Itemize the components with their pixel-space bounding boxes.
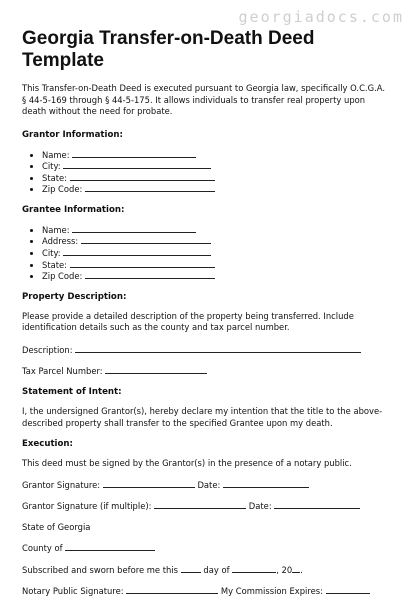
- intro-paragraph: This Transfer-on-Death Deed is executed pursuant to Georgia law, specifically O.C.G.A. § 44-5-169 through § 44-5-175. It allows individuals to transfer real property upon death without the need for probate.: [22, 83, 385, 116]
- grantor-city-field[interactable]: • City:: [42, 160, 390, 172]
- page-title: Georgia Transfer-on-Death Deed Template: [22, 28, 315, 71]
- blank-line[interactable]: [85, 183, 215, 192]
- site-watermark: georgiadocs.com: [238, 8, 404, 26]
- grantee-address-field[interactable]: • Address:: [42, 235, 390, 247]
- blank-line[interactable]: [232, 564, 276, 573]
- county-row[interactable]: County of: [22, 542, 390, 554]
- grantee-state-field[interactable]: • State:: [42, 259, 390, 271]
- property-instructions: Please provide a detailed description of the property being transferred. Include identification details such as the county and tax parcel number.: [22, 310, 354, 333]
- execution-heading: Execution:: [22, 439, 73, 450]
- document-page: [22, 28, 390, 607]
- grantor-zip-field[interactable]: • Zip Code:: [42, 183, 390, 195]
- grantor-name-field[interactable]: • Name:: [42, 149, 390, 161]
- grantee-city-field[interactable]: • City:: [42, 247, 390, 259]
- grantee-heading: Grantee Information:: [22, 204, 125, 215]
- notary-signature-row[interactable]: Notary Public Signature: My Commission Expires:: [22, 585, 390, 597]
- grantor-state-field[interactable]: • State:: [42, 172, 390, 184]
- blank-line[interactable]: [65, 542, 155, 551]
- blank-line[interactable]: [72, 224, 196, 233]
- property-heading: Property Description:: [22, 291, 127, 302]
- blank-line[interactable]: [70, 172, 215, 181]
- grantor-field-list: [22, 149, 390, 195]
- intent-heading: Statement of Intent:: [22, 387, 122, 398]
- state-line: State of Georgia: [22, 521, 91, 532]
- blank-line[interactable]: [181, 564, 201, 573]
- blank-line[interactable]: [326, 585, 370, 594]
- grantor-signature-multiple-row[interactable]: Grantor Signature (if multiple): Date:: [22, 500, 390, 512]
- execution-instructions: This deed must be signed by the Grantor(s) in the presence of a notary public.: [22, 458, 352, 469]
- property-description-field[interactable]: Description:: [22, 344, 390, 356]
- blank-line[interactable]: [70, 259, 215, 268]
- blank-line[interactable]: [105, 365, 207, 374]
- blank-line[interactable]: [63, 247, 211, 256]
- blank-line[interactable]: [292, 564, 300, 573]
- blank-line[interactable]: [72, 149, 196, 158]
- blank-line[interactable]: [81, 235, 211, 244]
- blank-line[interactable]: [126, 585, 218, 594]
- blank-line[interactable]: [154, 500, 246, 509]
- grantee-zip-field[interactable]: • Zip Code:: [42, 270, 390, 282]
- grantee-field-list: [22, 224, 390, 282]
- blank-line[interactable]: [274, 500, 360, 509]
- blank-line[interactable]: [85, 270, 215, 279]
- grantor-heading: Grantor Information:: [22, 129, 123, 140]
- blank-line[interactable]: [63, 160, 211, 169]
- blank-line[interactable]: [75, 344, 361, 353]
- blank-line[interactable]: [223, 479, 309, 488]
- tax-parcel-field[interactable]: Tax Parcel Number:: [22, 365, 390, 377]
- intent-statement: I, the undersigned Grantor(s), hereby declare my intention that the title to the above-described property shall transfer to the specified Grantee upon my death.: [22, 406, 383, 428]
- grantee-name-field[interactable]: • Name:: [42, 224, 390, 236]
- subscribed-sworn-row[interactable]: Subscribed and sworn before me this day of , 20 .: [22, 564, 303, 575]
- grantor-signature-row[interactable]: Grantor Signature: Date:: [22, 479, 390, 491]
- blank-line[interactable]: [103, 479, 195, 488]
